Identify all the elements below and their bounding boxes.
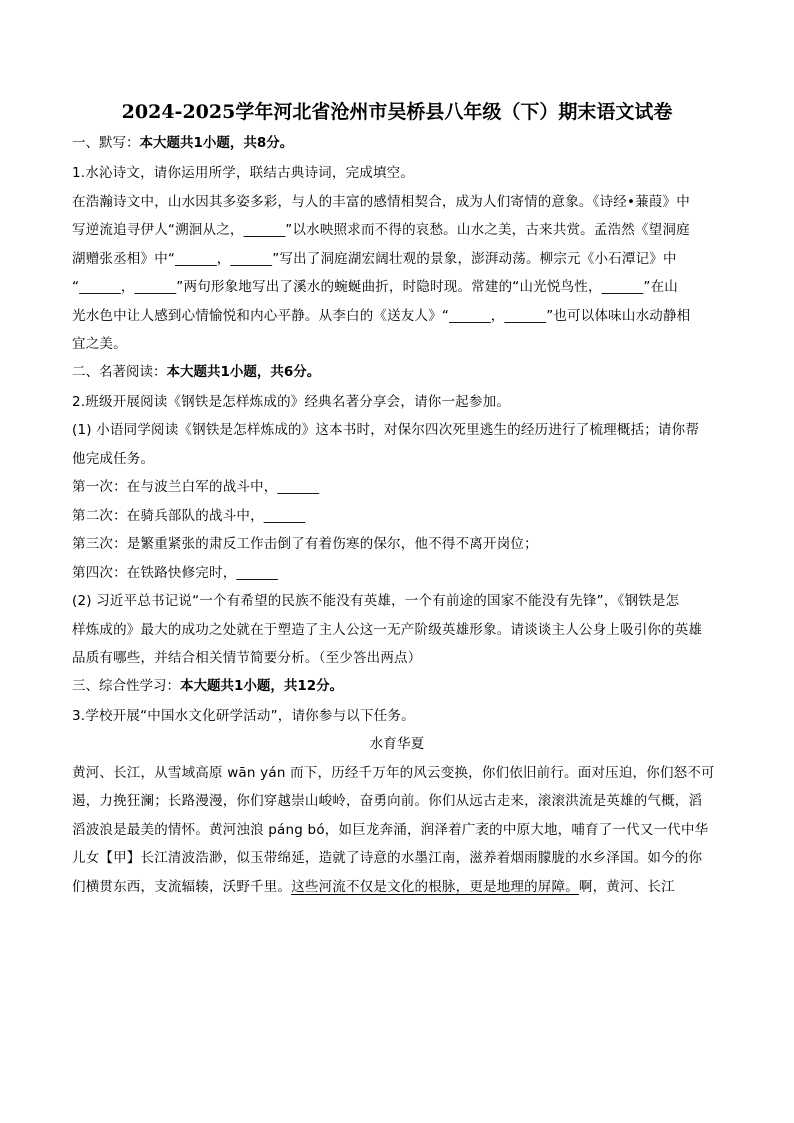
section-heading-3 bbox=[72, 675, 722, 698]
question-2-item: 第四次：在铁路快修完时，______ bbox=[72, 564, 279, 581]
question-3-stem: 3.学校开展“中国水文化研学活动”，请你参与以下任务。 bbox=[72, 707, 415, 724]
section-desc: 本大题共1小题，共12分。 bbox=[180, 677, 344, 694]
passage-text: 们横贯东西，支流辐辏，沃野千里。 bbox=[72, 878, 292, 895]
section-label: 三、综合性学习： bbox=[72, 677, 180, 694]
passage-line: 滔波浪是最美的情怀。黄河浊浪 páng bó，如巨龙奔涌，润泽着广袤的中原大地，哺育了一代又一代中华 bbox=[72, 821, 709, 838]
question-1-line: 写逆流追寻伊人“溯洄从之，______”以水映照求而不得的哀愁。山水之美，古来共赏。孟浩然《望洞庭 bbox=[72, 222, 690, 238]
passage-line: 黄河、长江，从雪域高原 wān yán 而下，历经千万年的风云变换，你们依旧前行。面对压迫，你们怒不可 bbox=[72, 764, 715, 781]
question-1-line: 光水色中让人感到心情愉悦和内心平静。从李白的《送友人》“______，______”也可以体味山水动静相 bbox=[72, 307, 691, 324]
section-label: 一、默写： bbox=[72, 135, 140, 151]
section-label: 二、名著阅读： bbox=[72, 363, 167, 380]
question-2-item: 第三次：是繁重紧张的肃反工作击倒了有着伤寒的保尔，他不得不离开岗位； bbox=[72, 536, 538, 552]
passage-line: 儿女【甲】长江清波浩渺，似玉带绵延，造就了诗意的水墨江南，滋养着烟雨朦胧的水乡泽国。如今的你 bbox=[72, 850, 703, 866]
question-2-item: 第二次：在骑兵部队的战斗中，______ bbox=[72, 507, 306, 524]
question-2-part2-line: (2) 习近平总书记说“一个有希望的民族不能没有英雄，一个有前途的国家不能没有先锋”，《钢铁是怎 bbox=[72, 593, 680, 609]
underlined-sentence: 这些河流不仅是文化的根脉，更是地理的屏障。 bbox=[291, 878, 579, 895]
question-1-stem: 1.水沁诗文，请你运用所学，联结古典诗词，完成填空。 bbox=[72, 165, 415, 181]
question-1-line: 在浩瀚诗文中，山水因其多姿多彩，与人的丰富的感情相契合，成为人们寄情的意象。《诗经•蒹葭》中 bbox=[72, 193, 690, 210]
question-1-line: 宜之美。 bbox=[72, 336, 127, 352]
exam-page bbox=[72, 96, 722, 901]
section-heading-1 bbox=[72, 132, 722, 155]
question-2-stem: 2.班级开展阅读《钢铁是怎样炼成的》经典名著分享会，请你一起参加。 bbox=[72, 393, 510, 410]
section-heading-2 bbox=[72, 361, 722, 384]
section-desc: 本大题共1小题，共8分。 bbox=[139, 135, 294, 151]
section-desc: 本大题共1小题，共6分。 bbox=[166, 363, 321, 380]
passage-title: 水育华夏 bbox=[369, 736, 425, 752]
question-2-part2-line: 品质有哪些，并结合相关情节简要分析。（至少答出两点） bbox=[72, 650, 422, 666]
exam-title: 2024-2025学年河北省沧州市吴桥县八年级（下）期末语文试卷 bbox=[121, 101, 673, 123]
passage-line: 遏，力挽狂澜；长路漫漫，你们穿越崇山峻岭，奋勇向前。你们从远古走来，滚滚洪流是英雄的气概，滔 bbox=[72, 793, 703, 809]
passage-text: 啊，黄河、长江 bbox=[578, 878, 675, 895]
question-1-line: “______，______”两句形象地写出了溪水的蜿蜒曲折，时隐时现。常建的“山光悦鸟性，______”在山 bbox=[72, 279, 678, 295]
question-2-item: 第一次：在与波兰白军的战斗中，______ bbox=[72, 479, 320, 495]
question-2-part1-line: (1) 小语同学阅读《钢铁是怎样炼成的》这本书时，对保尔四次死里逃生的经历进行了梳理概括；请你帮 bbox=[72, 422, 700, 438]
question-2-part1-line: 他完成任务。 bbox=[72, 450, 155, 467]
question-2-part2-line: 样炼成的》最大的成功之处就在于塑造了主人公这一无产阶级英雄形象。请谈谈主人公身上吸引你的英雄 bbox=[72, 621, 703, 638]
passage-line-last bbox=[72, 873, 722, 902]
question-1-line: 湖赠张丞相》中“______，______”写出了洞庭湖宏阔壮观的景象，澎湃动荡。柳宗元《小石潭记》中 bbox=[72, 250, 677, 267]
